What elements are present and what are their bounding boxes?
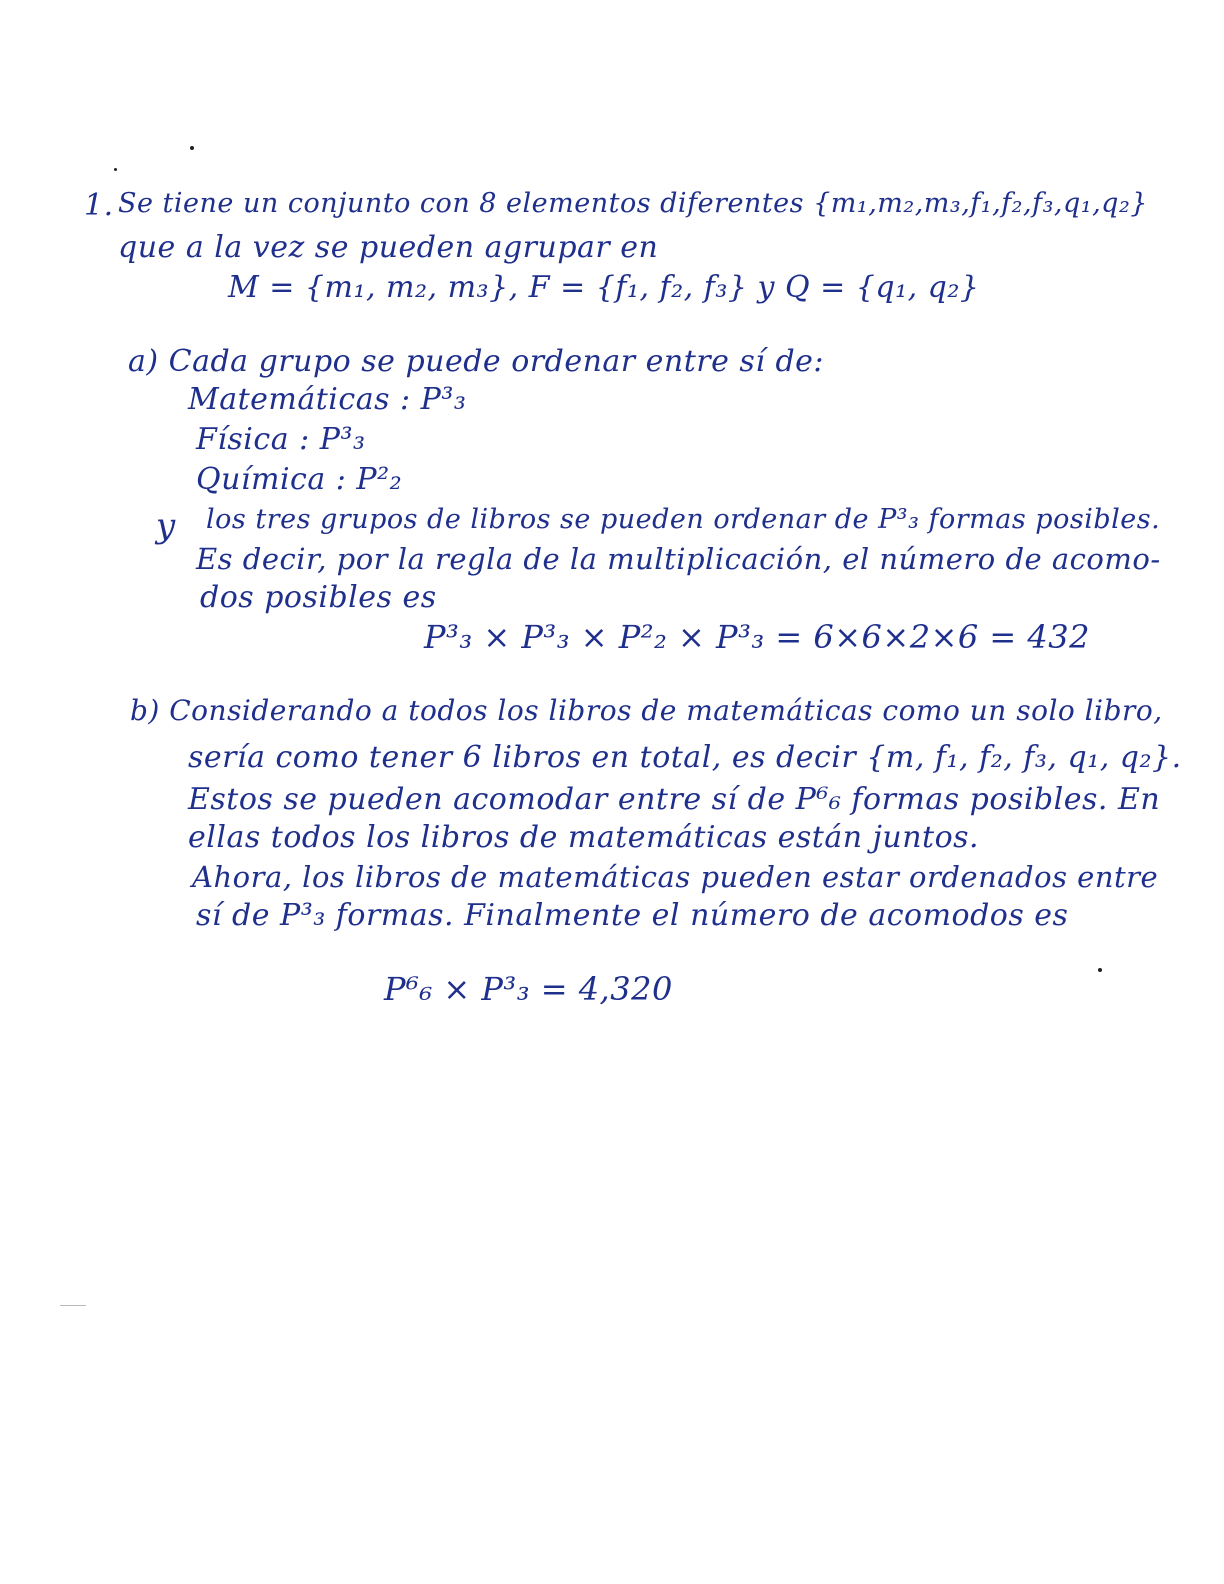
part-a-dos-line: dos posibles es bbox=[200, 580, 437, 615]
part-a-matematicas: Matemáticas : P³₃ bbox=[188, 382, 467, 417]
part-b-line-6: sí de P³₃ formas. Finalmente el número de acomodos es bbox=[196, 898, 1069, 933]
part-b-line-3: Estos se pueden acomodar entre sí de P⁶₆ formas posibles. En bbox=[188, 782, 1161, 817]
part-a-es-decir-line: Es decir, por la regla de la multiplicación, el número de acomo- bbox=[196, 542, 1161, 576]
scan-mark bbox=[60, 1305, 86, 1306]
intro-line-2: que a la vez se pueden agrupar en bbox=[118, 230, 659, 265]
part-b-line-4: ellas todos los libros de matemáticas están juntos. bbox=[188, 820, 980, 855]
part-a-result: P³₃ × P³₃ × P²₂ × P³₃ = 6×6×2×6 = 432 bbox=[424, 618, 1090, 656]
part-a-y: y bbox=[156, 506, 176, 546]
part-a-quimica: Química : P²₂ bbox=[196, 462, 403, 497]
part-b-result: P⁶₆ × P³₃ = 4,320 bbox=[384, 970, 673, 1008]
intro-line-1: Se tiene un conjunto con 8 elementos diferentes {m₁,m₂,m₃,f₁,f₂,f₃,q₁,q₂} bbox=[118, 188, 1148, 219]
part-a-groups-line: los tres grupos de libros se pueden ordenar de P³₃ formas posibles. bbox=[206, 504, 1161, 535]
part-a-heading: a) Cada grupo se puede ordenar entre sí de: bbox=[128, 344, 825, 379]
ink-dot bbox=[1098, 968, 1102, 972]
problem-number: 1. bbox=[84, 188, 114, 223]
sets-line: M = {m₁, m₂, m₃}, F = {f₁, f₂, f₃} y Q = {q₁, q₂} bbox=[228, 270, 980, 305]
part-b-line-5: Ahora, los libros de matemáticas pueden estar ordenados entre bbox=[192, 860, 1159, 894]
ink-dot bbox=[190, 146, 194, 150]
part-b-line-2: sería como tener 6 libros en total, es decir {m, f₁, f₂, f₃, q₁, q₂}. bbox=[188, 740, 1182, 775]
part-a-fisica: Física : P³₃ bbox=[196, 422, 366, 457]
ink-dot bbox=[114, 168, 117, 171]
part-b-heading: b) Considerando a todos los libros de matemáticas como un solo libro, bbox=[130, 694, 1163, 727]
